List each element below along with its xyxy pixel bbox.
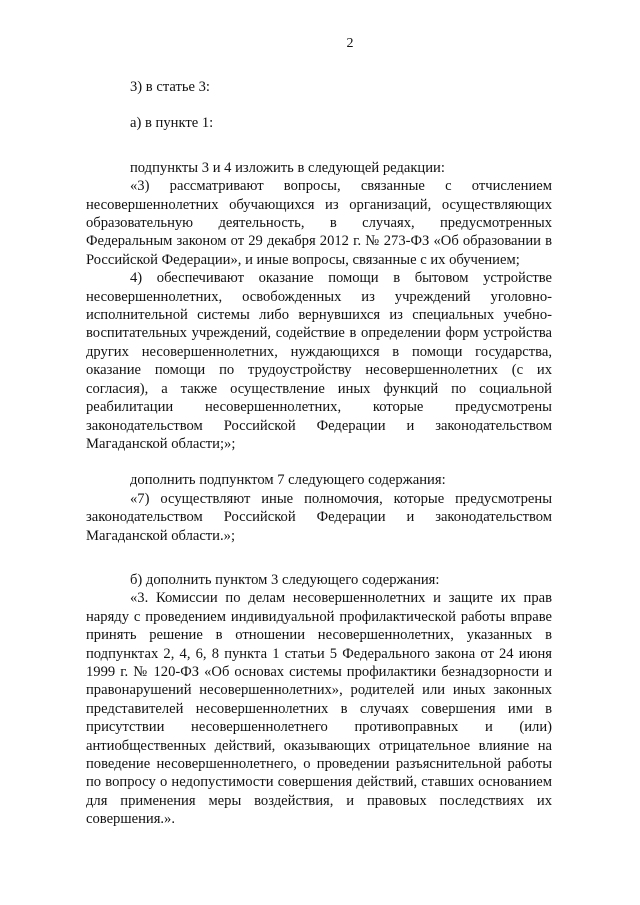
item-a-heading: а) в пункте 1: [130, 115, 214, 132]
article-3-heading: 3) в статье 3: [130, 79, 210, 95]
subparagraph-3-text: «3) рассматривают вопросы, связанные с отчислением несовершеннолетних обучающихся из организаций, осуществляющих образовательную деятельность, в случаях, предусмотренных Федеральным законом от 29 декабря 2012 г. № 273-ФЗ «Об образовании в Российской Федерации», и иные вопросы, связанные с их обучением; [86, 178, 552, 268]
subparagraph-7-intro: дополнить подпунктом 7 следующего содержания: [130, 472, 446, 489]
subparagraph-7-text: «7) осуществляют иные полномочия, которые предусмотрены законодательством Российской Федерации и законодательством Магаданской области.»; [86, 490, 552, 544]
item-b-heading: б) дополнить пунктом 3 следующего содержания: [130, 571, 440, 588]
page-number: 2 [346, 36, 354, 51]
subparagraphs-3-4-intro: подпункты 3 и 4 изложить в следующей редакции: [130, 159, 445, 176]
document-body [86, 78, 552, 829]
point-3-text: «3. Комиссии по делам несовершеннолетних и защите их прав наряду с проведением индивидуальной профилактической работы вправе принять решение в отношении несовершеннолетних, указанных в подпунктах 2, 4, 6, 8 пункта 1 статьи 5 Федерального закона от 24 июня 1999 г. № 120-ФЗ «Об основах системы профилактики безнадзорности и правонарушений несовершеннолетних», родителей или иных законных представителей несовершеннолетних в случаях совершения ими в присутствии несовершеннолетнего противоправных и (или) антиобщественных действий, оказывающих отрицательное влияние на поведение несовершеннолетнего, о проведении разъяснительной работы по вопросу о недопустимости совершения действий, ставших основанием для применения меры воздействия, и правовых последствиях их совершения.». [86, 590, 552, 828]
subparagraph-4-text: 4) обеспечивают оказание помощи в бытовом устройстве несовершеннолетних, освобожденных из учреждений уголовно-исполнительной системы либо вернувшихся из специальных учебно-воспитательных учреждений, содействие в определении форм устройства других несовершеннолетних, нуждающихся в помощи государства, оказание помощи по трудоустройству несовершеннолетних (с их согласия), а также осуществление иных функций по социальной реабилитации несовершеннолетних, которые предусмотрены законодательством Российской Федерации и законодательством Магаданской области;»; [86, 270, 552, 452]
